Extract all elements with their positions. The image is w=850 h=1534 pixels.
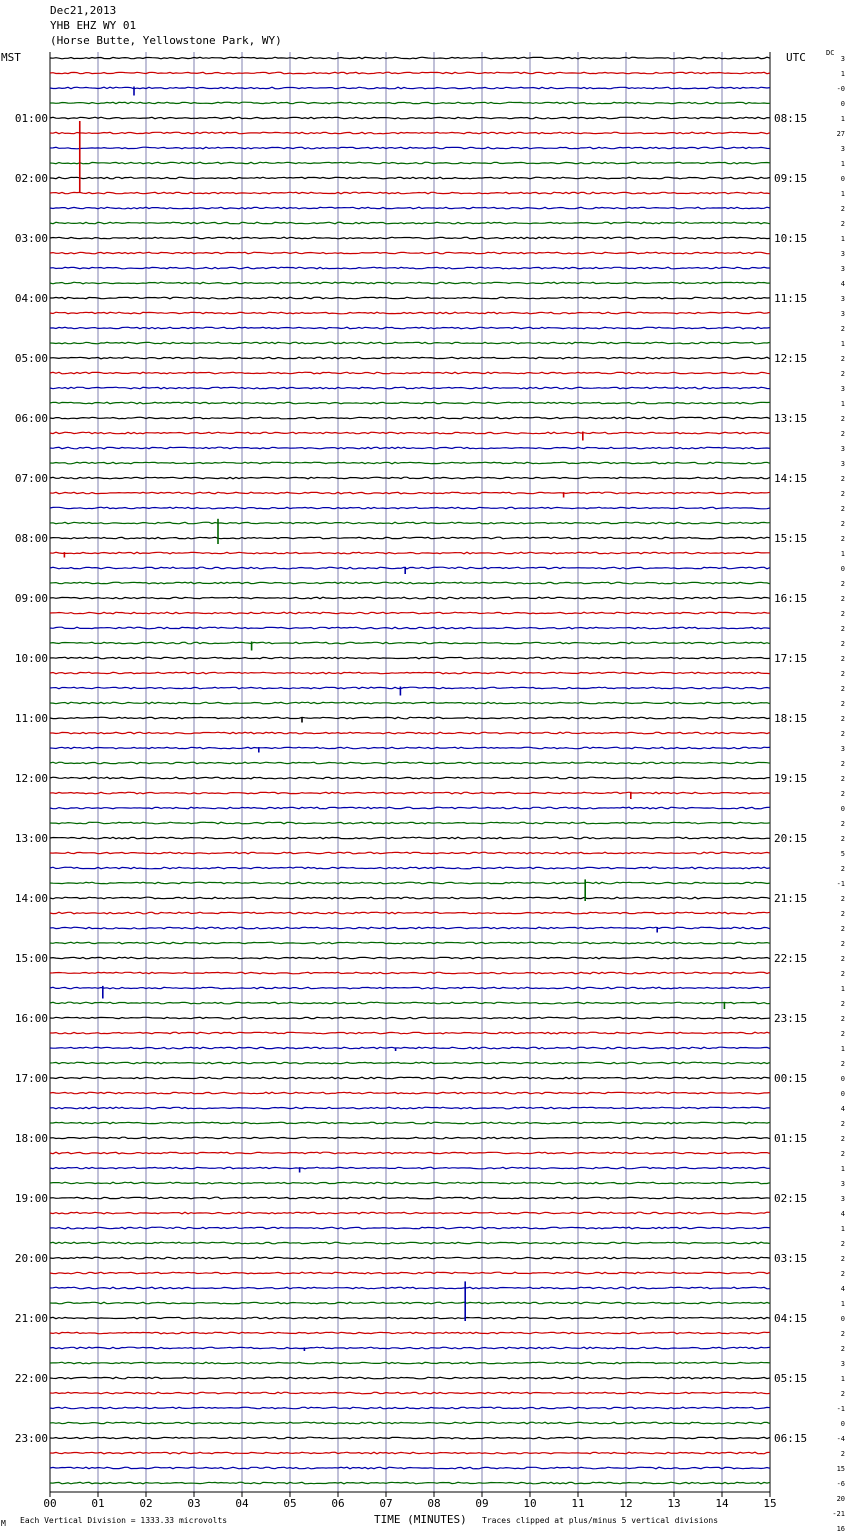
trace-line bbox=[50, 927, 770, 929]
dc-offset-value: 2 bbox=[840, 700, 845, 708]
x-tick-label: 08 bbox=[427, 1497, 441, 1510]
dc-offset-value: 1 bbox=[840, 115, 845, 123]
trace-line bbox=[50, 462, 770, 464]
dc-offset-value: 1 bbox=[840, 235, 845, 243]
trace-line bbox=[50, 1362, 770, 1364]
trace-line bbox=[50, 1092, 770, 1094]
trace-line bbox=[50, 687, 770, 689]
dc-offset-value: 2 bbox=[840, 1450, 845, 1458]
dc-offset-value: 3 bbox=[840, 250, 845, 258]
trace-line bbox=[50, 867, 770, 869]
dc-offset-value: 3 bbox=[840, 745, 845, 753]
dc-offset-value: 2 bbox=[840, 610, 845, 618]
dc-offset-value: 2 bbox=[840, 865, 845, 873]
trace-line bbox=[50, 177, 770, 179]
trace-line bbox=[50, 612, 770, 614]
x-tick-label: 03 bbox=[187, 1497, 201, 1510]
trace-line bbox=[50, 882, 770, 884]
plot-date: Dec21,2013 bbox=[50, 4, 117, 17]
right-hour-label: 00:15 bbox=[774, 1072, 808, 1085]
trace-line bbox=[50, 792, 770, 794]
trace-line bbox=[50, 132, 770, 134]
dc-offset-value: 16 bbox=[836, 1525, 845, 1533]
dc-offset-value: 2 bbox=[840, 535, 845, 543]
left-hour-label: 10:00 bbox=[14, 652, 48, 665]
trace-line bbox=[50, 1272, 770, 1274]
trace-line bbox=[50, 402, 770, 404]
dc-offset-header: DC bbox=[826, 49, 835, 57]
trace-line bbox=[50, 507, 770, 509]
dc-offset-value: 2 bbox=[840, 1150, 845, 1158]
trace-line bbox=[50, 1182, 770, 1184]
dc-offset-value: 2 bbox=[840, 970, 845, 978]
left-hour-label: 17:00 bbox=[14, 1072, 48, 1085]
right-hour-label: 20:15 bbox=[774, 832, 808, 845]
left-hour-label: 05:00 bbox=[14, 352, 48, 365]
trace-line bbox=[50, 432, 770, 434]
x-tick-label: 05 bbox=[283, 1497, 297, 1510]
dc-offset-value: 2 bbox=[840, 1330, 845, 1338]
x-tick-label: 04 bbox=[235, 1497, 249, 1510]
dc-offset-value: 15 bbox=[836, 1465, 845, 1473]
x-tick-label: 01 bbox=[91, 1497, 105, 1510]
dc-offset-value: 1 bbox=[840, 1045, 845, 1053]
dc-offset-value: 2 bbox=[840, 715, 845, 723]
dc-offset-value: 2 bbox=[840, 940, 845, 948]
trace-line bbox=[50, 897, 770, 899]
trace-line bbox=[50, 1332, 770, 1334]
dc-offset-value: 0 bbox=[840, 1090, 845, 1098]
trace-line bbox=[50, 1317, 770, 1319]
dc-offset-value: 27 bbox=[836, 130, 845, 138]
dc-offset-value: 2 bbox=[840, 820, 845, 828]
trace-line bbox=[50, 642, 770, 644]
dc-offset-value: 2 bbox=[840, 580, 845, 588]
x-tick-label: 06 bbox=[331, 1497, 345, 1510]
right-hour-label: 22:15 bbox=[774, 952, 808, 965]
trace-line bbox=[50, 1452, 770, 1454]
dc-offset-value: 3 bbox=[840, 265, 845, 273]
trace-line bbox=[50, 1302, 770, 1304]
dc-offset-value: 2 bbox=[840, 925, 845, 933]
dc-offset-value: 1 bbox=[840, 1165, 845, 1173]
right-hour-label: 02:15 bbox=[774, 1192, 808, 1205]
dc-offset-value: 2 bbox=[840, 1135, 845, 1143]
trace-line bbox=[50, 492, 770, 494]
dc-offset-value: 2 bbox=[840, 625, 845, 633]
dc-offset-value: 2 bbox=[840, 430, 845, 438]
dc-offset-value: -6 bbox=[836, 1480, 845, 1488]
dc-offset-value: 2 bbox=[840, 655, 845, 663]
left-hour-label: 01:00 bbox=[14, 112, 48, 125]
trace-line bbox=[50, 762, 770, 764]
trace-line bbox=[50, 1197, 770, 1199]
left-hour-label: 06:00 bbox=[14, 412, 48, 425]
trace-line bbox=[50, 1437, 770, 1439]
left-hour-label: 14:00 bbox=[14, 892, 48, 905]
trace-line bbox=[50, 162, 770, 164]
dc-offset-value: -1 bbox=[836, 1405, 845, 1413]
trace-line bbox=[50, 1137, 770, 1139]
right-hour-label: 19:15 bbox=[774, 772, 808, 785]
trace-line bbox=[50, 1017, 770, 1019]
right-hour-label: 11:15 bbox=[774, 292, 808, 305]
dc-offset-value: 3 bbox=[840, 385, 845, 393]
x-tick-label: 07 bbox=[379, 1497, 393, 1510]
trace-line bbox=[50, 852, 770, 854]
dc-offset-value: 2 bbox=[840, 670, 845, 678]
trace-line bbox=[50, 72, 770, 74]
dc-offset-value: 0 bbox=[840, 565, 845, 573]
trace-line bbox=[50, 552, 770, 554]
trace-line bbox=[50, 447, 770, 449]
dc-offset-value: 0 bbox=[840, 1315, 845, 1323]
x-axis-label: TIME (MINUTES) bbox=[374, 1513, 467, 1526]
dc-offset-value: 2 bbox=[840, 1015, 845, 1023]
trace-line bbox=[50, 297, 770, 299]
trace-line bbox=[50, 1032, 770, 1034]
trace-line bbox=[50, 1392, 770, 1394]
right-hour-label: 23:15 bbox=[774, 1012, 808, 1025]
left-hour-label: 21:00 bbox=[14, 1312, 48, 1325]
dc-offset-value: 1 bbox=[840, 1225, 845, 1233]
trace-line bbox=[50, 1212, 770, 1214]
trace-line bbox=[50, 117, 770, 119]
dc-offset-value: 2 bbox=[840, 595, 845, 603]
trace-line bbox=[50, 957, 770, 959]
trace-line bbox=[50, 672, 770, 674]
trace-line bbox=[50, 1377, 770, 1379]
dc-offset-value: 1 bbox=[840, 1375, 845, 1383]
right-hour-label: 14:15 bbox=[774, 472, 808, 485]
trace-line bbox=[50, 732, 770, 734]
dc-offset-value: 4 bbox=[840, 1210, 845, 1218]
dc-offset-value: 3 bbox=[840, 1195, 845, 1203]
dc-offset-value: 3 bbox=[840, 460, 845, 468]
x-tick-label: 11 bbox=[571, 1497, 585, 1510]
trace-line bbox=[50, 87, 770, 89]
trace-line bbox=[50, 942, 770, 944]
dc-offset-value: 3 bbox=[840, 145, 845, 153]
right-hour-label: 10:15 bbox=[774, 232, 808, 245]
dc-offset-value: 2 bbox=[840, 895, 845, 903]
left-hour-label: 22:00 bbox=[14, 1372, 48, 1385]
trace-line bbox=[50, 1152, 770, 1154]
right-hour-label: 16:15 bbox=[774, 592, 808, 605]
dc-offset-value: 2 bbox=[840, 760, 845, 768]
x-tick-label: 13 bbox=[667, 1497, 681, 1510]
dc-offset-value: 3 bbox=[840, 295, 845, 303]
left-hour-label: 20:00 bbox=[14, 1252, 48, 1265]
trace-line bbox=[50, 627, 770, 629]
dc-offset-value: 2 bbox=[840, 1255, 845, 1263]
dc-offset-value: 1 bbox=[840, 400, 845, 408]
left-timezone-label: MST bbox=[1, 51, 21, 64]
left-hour-label: 15:00 bbox=[14, 952, 48, 965]
dc-offset-value: 2 bbox=[840, 325, 845, 333]
left-hour-label: 13:00 bbox=[14, 832, 48, 845]
dc-offset-value: 3 bbox=[840, 445, 845, 453]
trace-line bbox=[50, 102, 770, 104]
dc-offset-value: 1 bbox=[840, 1300, 845, 1308]
trace-line bbox=[50, 567, 770, 569]
dc-offset-value: 1 bbox=[840, 340, 845, 348]
trace-line bbox=[50, 267, 770, 269]
scale-note: Each Vertical Division = 1333.33 microvolts bbox=[20, 1516, 228, 1525]
right-hour-label: 17:15 bbox=[774, 652, 808, 665]
dc-offset-value: 2 bbox=[840, 955, 845, 963]
trace-line bbox=[50, 327, 770, 329]
x-tick-label: 15 bbox=[763, 1497, 777, 1510]
right-hour-label: 12:15 bbox=[774, 352, 808, 365]
dc-offset-value: 3 bbox=[840, 55, 845, 63]
dc-offset-value: 2 bbox=[840, 835, 845, 843]
dc-offset-value: 2 bbox=[840, 775, 845, 783]
dc-offset-value: 2 bbox=[840, 1345, 845, 1353]
left-hour-label: 23:00 bbox=[14, 1432, 48, 1445]
trace-line bbox=[50, 207, 770, 209]
left-hour-label: 18:00 bbox=[14, 1132, 48, 1145]
dc-offset-value: 2 bbox=[840, 475, 845, 483]
trace-line bbox=[50, 372, 770, 374]
dc-offset-value: -1 bbox=[836, 880, 845, 888]
dc-offset-value: 0 bbox=[840, 1075, 845, 1083]
trace-line bbox=[50, 237, 770, 239]
left-hour-label: 19:00 bbox=[14, 1192, 48, 1205]
x-tick-label: 14 bbox=[715, 1497, 729, 1510]
dc-offset-value: 2 bbox=[840, 1030, 845, 1038]
trace-line bbox=[50, 537, 770, 539]
trace-line bbox=[50, 1287, 770, 1289]
x-tick-label: 02 bbox=[139, 1497, 153, 1510]
trace-line bbox=[50, 522, 770, 524]
trace-line bbox=[50, 777, 770, 779]
dc-offset-value: 2 bbox=[840, 220, 845, 228]
x-tick-label: 00 bbox=[43, 1497, 57, 1510]
trace-line bbox=[50, 192, 770, 194]
trace-line bbox=[50, 717, 770, 719]
trace-line bbox=[50, 1077, 770, 1079]
dc-offset-value: 2 bbox=[840, 370, 845, 378]
left-hour-label: 02:00 bbox=[14, 172, 48, 185]
right-hour-label: 04:15 bbox=[774, 1312, 808, 1325]
dc-offset-value: 1 bbox=[840, 70, 845, 78]
dc-offset-value: 0 bbox=[840, 1420, 845, 1428]
trace-line bbox=[50, 147, 770, 149]
trace-line bbox=[50, 1167, 770, 1169]
trace-line bbox=[50, 1062, 770, 1064]
right-hour-label: 05:15 bbox=[774, 1372, 808, 1385]
dc-offset-value: 2 bbox=[840, 640, 845, 648]
right-hour-label: 13:15 bbox=[774, 412, 808, 425]
trace-line bbox=[50, 282, 770, 284]
dc-offset-value: 2 bbox=[840, 685, 845, 693]
left-hour-label: 09:00 bbox=[14, 592, 48, 605]
dc-offset-value: -4 bbox=[836, 1435, 845, 1443]
dc-offset-value: 2 bbox=[840, 910, 845, 918]
trace-line bbox=[50, 342, 770, 344]
right-hour-label: 06:15 bbox=[774, 1432, 808, 1445]
trace-line bbox=[50, 912, 770, 914]
dc-offset-value: 3 bbox=[840, 1180, 845, 1188]
trace-line bbox=[50, 747, 770, 749]
trace-line bbox=[50, 1047, 770, 1049]
trace-line bbox=[50, 1467, 770, 1469]
station-name: YHB EHZ WY 01 bbox=[50, 19, 137, 32]
dc-offset-value: 2 bbox=[840, 415, 845, 423]
dc-offset-value: 1 bbox=[840, 985, 845, 993]
trace-line bbox=[50, 582, 770, 584]
trace-line bbox=[50, 1407, 770, 1409]
dc-offset-value: 3 bbox=[840, 1360, 845, 1368]
dc-offset-value: 4 bbox=[840, 280, 845, 288]
dc-offset-value: 3 bbox=[840, 310, 845, 318]
dc-offset-value: 2 bbox=[840, 1270, 845, 1278]
clip-note: Traces clipped at plus/minus 5 vertical divisions bbox=[482, 1516, 719, 1525]
trace-line bbox=[50, 597, 770, 599]
left-hour-label: 03:00 bbox=[14, 232, 48, 245]
x-tick-label: 10 bbox=[523, 1497, 537, 1510]
dc-offset-value: 2 bbox=[840, 790, 845, 798]
trace-line bbox=[50, 837, 770, 839]
trace-line bbox=[50, 357, 770, 359]
corner-mark: M bbox=[1, 1519, 6, 1528]
dc-offset-value: 1 bbox=[840, 550, 845, 558]
left-hour-label: 08:00 bbox=[14, 532, 48, 545]
dc-offset-value: 2 bbox=[840, 1000, 845, 1008]
trace-line bbox=[50, 477, 770, 479]
trace-line bbox=[50, 657, 770, 659]
dc-offset-value: 2 bbox=[840, 1240, 845, 1248]
dc-offset-value: 4 bbox=[840, 1285, 845, 1293]
x-tick-label: 09 bbox=[475, 1497, 489, 1510]
trace-line bbox=[50, 1257, 770, 1259]
dc-offset-value: 2 bbox=[840, 505, 845, 513]
trace-line bbox=[50, 702, 770, 704]
trace-line bbox=[50, 1002, 770, 1004]
trace-line bbox=[50, 312, 770, 314]
dc-offset-value: -21 bbox=[832, 1510, 845, 1518]
trace-line bbox=[50, 822, 770, 824]
trace-line bbox=[50, 987, 770, 989]
dc-offset-value: 2 bbox=[840, 730, 845, 738]
trace-line bbox=[50, 387, 770, 389]
left-hour-label: 11:00 bbox=[14, 712, 48, 725]
trace-line bbox=[50, 1422, 770, 1424]
x-tick-label: 12 bbox=[619, 1497, 633, 1510]
trace-line bbox=[50, 1347, 770, 1349]
dc-offset-value: 0 bbox=[840, 100, 845, 108]
left-hour-label: 16:00 bbox=[14, 1012, 48, 1025]
trace-line bbox=[50, 1122, 770, 1124]
dc-offset-value: 2 bbox=[840, 205, 845, 213]
right-hour-label: 08:15 bbox=[774, 112, 808, 125]
trace-line bbox=[50, 807, 770, 809]
right-hour-label: 01:15 bbox=[774, 1132, 808, 1145]
right-hour-label: 15:15 bbox=[774, 532, 808, 545]
right-hour-label: 03:15 bbox=[774, 1252, 808, 1265]
trace-line bbox=[50, 417, 770, 419]
dc-offset-value: 2 bbox=[840, 355, 845, 363]
dc-offset-value: 1 bbox=[840, 160, 845, 168]
dc-offset-value: 0 bbox=[840, 805, 845, 813]
dc-offset-value: 2 bbox=[840, 1120, 845, 1128]
trace-line bbox=[50, 1107, 770, 1109]
dc-offset-value: 4 bbox=[840, 1105, 845, 1113]
dc-offset-value: 0 bbox=[840, 175, 845, 183]
dc-offset-value: 2 bbox=[840, 1060, 845, 1068]
station-location: (Horse Butte, Yellowstone Park, WY) bbox=[50, 34, 282, 47]
right-hour-label: 21:15 bbox=[774, 892, 808, 905]
trace-line bbox=[50, 1482, 770, 1484]
dc-offset-value: 2 bbox=[840, 520, 845, 528]
right-hour-label: 18:15 bbox=[774, 712, 808, 725]
dc-offset-value: 2 bbox=[840, 490, 845, 498]
right-hour-label: 09:15 bbox=[774, 172, 808, 185]
dc-offset-value: 1 bbox=[840, 190, 845, 198]
trace-line bbox=[50, 972, 770, 974]
dc-offset-value: 2 bbox=[840, 1390, 845, 1398]
dc-offset-value: 20 bbox=[836, 1495, 845, 1503]
trace-line bbox=[50, 252, 770, 254]
trace-line bbox=[50, 57, 770, 59]
trace-line bbox=[50, 1227, 770, 1229]
left-hour-label: 07:00 bbox=[14, 472, 48, 485]
right-timezone-label: UTC bbox=[786, 51, 806, 64]
dc-offset-value: -0 bbox=[836, 85, 845, 93]
trace-line bbox=[50, 222, 770, 224]
trace-line bbox=[50, 1242, 770, 1244]
left-hour-label: 04:00 bbox=[14, 292, 48, 305]
left-hour-label: 12:00 bbox=[14, 772, 48, 785]
dc-offset-value: 5 bbox=[840, 850, 845, 858]
